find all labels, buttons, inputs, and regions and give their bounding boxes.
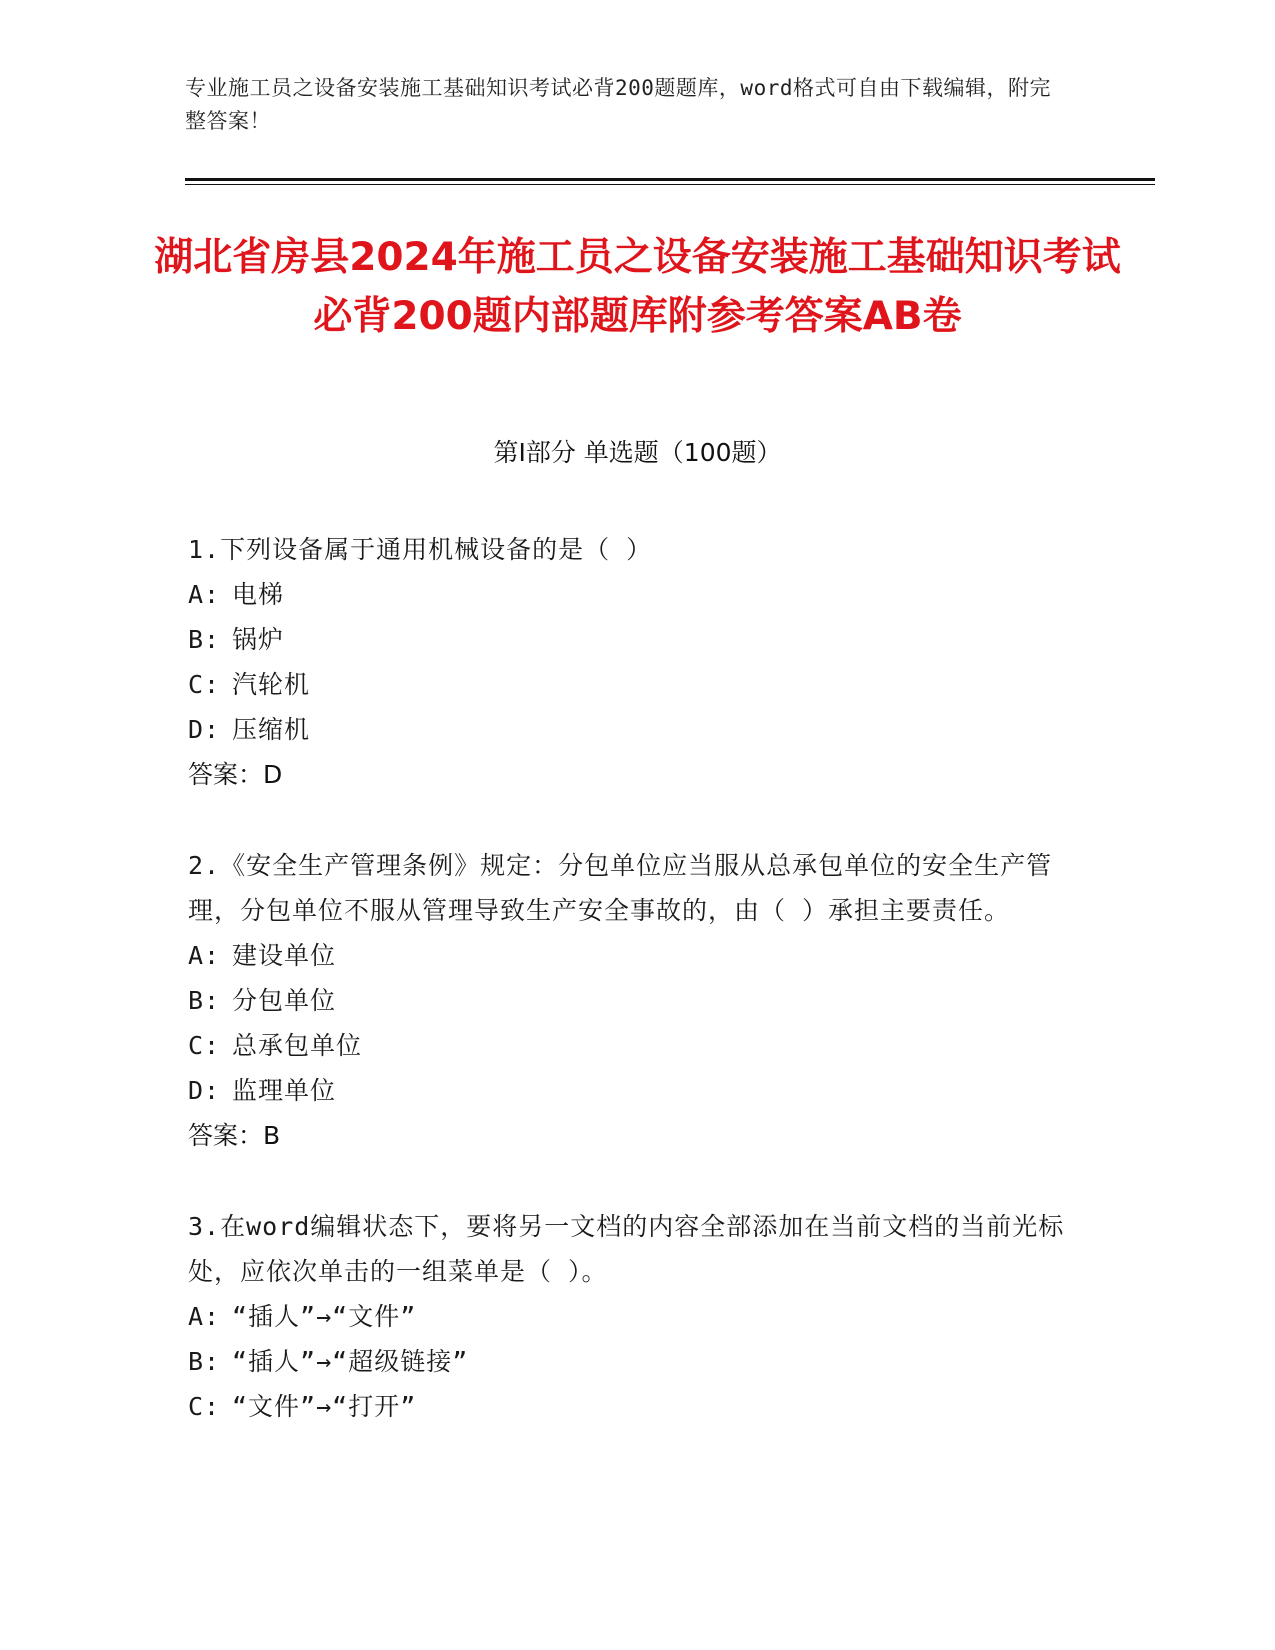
option-text: 监理单位 <box>232 1076 337 1105</box>
option-text: 锅炉 <box>232 625 285 654</box>
option-text: 电梯 <box>232 580 285 609</box>
section-title: 第Ⅰ部分 单选题（100题） <box>493 438 782 467</box>
option-text: “文件”→“打开” <box>232 1392 417 1421</box>
option-letter: A: <box>188 580 221 609</box>
document-title: 湖北省房县2024年施工员之设备安装施工基础知识考试必背200题内部题库附参考答案AB卷 <box>154 235 1121 339</box>
option-d <box>188 1068 1068 1113</box>
option-c <box>188 1384 1068 1429</box>
header-rule-thick <box>185 178 1155 181</box>
option-letter: B: <box>188 986 221 1015</box>
option-b <box>188 1339 1068 1384</box>
option-letter: D: <box>188 715 221 744</box>
option-letter: B: <box>188 1347 221 1376</box>
question-1 <box>188 527 1068 797</box>
question-list <box>188 527 1068 1475</box>
question-stem: 3.在word编辑状态下，要将另一文档的内容全部添加在当前文档的当前光标处，应依次单击的一组菜单是（ ）。 <box>188 1212 1065 1286</box>
question-stem: 2.《安全生产管理条例》规定：分包单位应当服从总承包单位的安全生产管理，分包单位不服从管理导致生产安全事故的，由（ ）承担主要责任。 <box>188 851 1053 925</box>
option-letter: C: <box>188 670 221 699</box>
option-b <box>188 978 1068 1023</box>
option-letter: C: <box>188 1392 221 1421</box>
option-text: “插人”→“文件” <box>232 1302 417 1331</box>
option-a <box>188 933 1068 978</box>
option-d <box>188 707 1068 752</box>
option-text: 分包单位 <box>232 986 337 1015</box>
option-a <box>188 572 1068 617</box>
option-b <box>188 617 1068 662</box>
option-letter: B: <box>188 625 221 654</box>
header-rule-thin <box>185 184 1155 185</box>
answer: 答案：B <box>188 1121 281 1150</box>
option-c <box>188 662 1068 707</box>
option-letter: C: <box>188 1031 221 1060</box>
option-letter: D: <box>188 1076 221 1105</box>
answer: 答案：D <box>188 760 283 789</box>
question-3 <box>188 1204 1068 1429</box>
option-a <box>188 1294 1068 1339</box>
option-c <box>188 1023 1068 1068</box>
option-text: 压缩机 <box>232 715 311 744</box>
option-text: 汽轮机 <box>232 670 311 699</box>
question-2 <box>188 843 1068 1158</box>
option-text: “插人”→“超级链接” <box>232 1347 469 1376</box>
option-letter: A: <box>188 941 221 970</box>
option-text: 建设单位 <box>232 941 337 970</box>
header-note: 专业施工员之设备安装施工基础知识考试必背200题题库，word格式可自由下载编辑，附完整答案！ <box>185 76 1051 133</box>
option-text: 总承包单位 <box>232 1031 363 1060</box>
question-stem: 1.下列设备属于通用机械设备的是（ ） <box>188 535 653 564</box>
option-letter: A: <box>188 1302 221 1331</box>
